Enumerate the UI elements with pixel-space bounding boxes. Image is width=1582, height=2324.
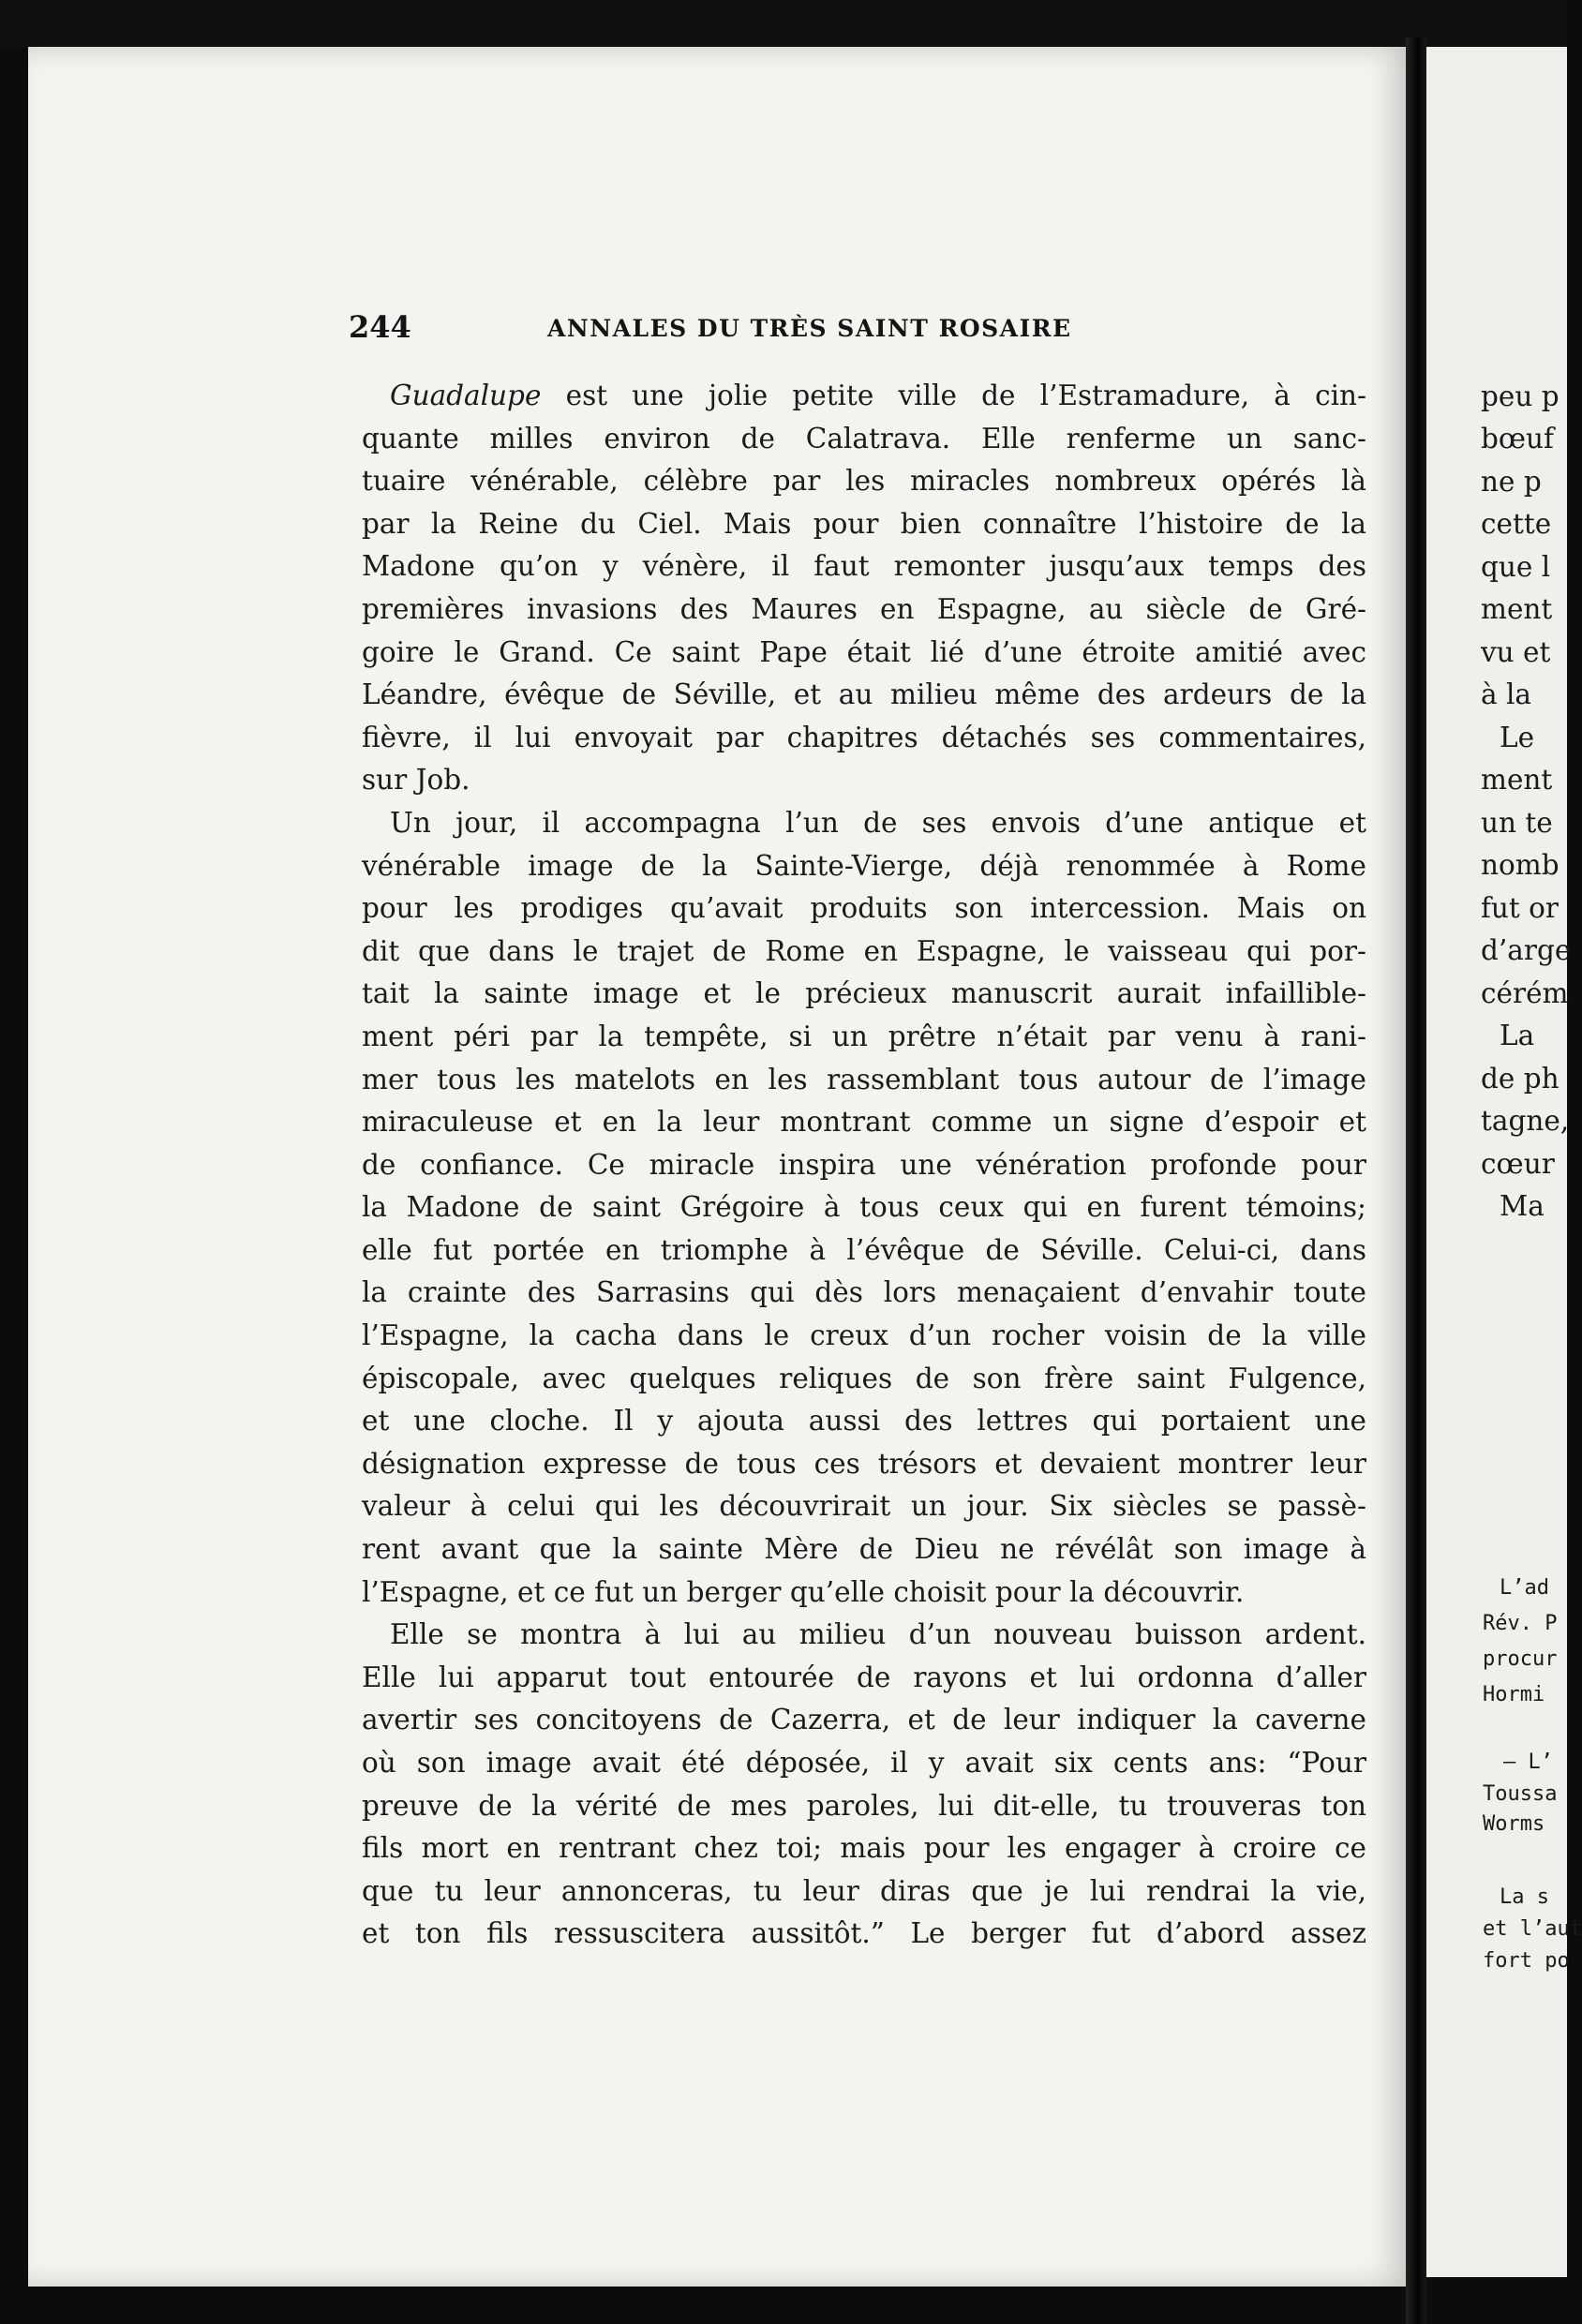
- scan-border: [0, 0, 1567, 47]
- paragraph-1: [362, 375, 1366, 802]
- text-line: Un jour, il accompagna l’un de ses envois d’une antique et: [390, 806, 1366, 839]
- text-line: vénérable image de la Sainte-Vierge, déjà renommée à Rome: [362, 849, 1366, 882]
- facing-line: Ma: [1500, 1190, 1545, 1222]
- text-line: sur Job.: [362, 764, 470, 797]
- facing-note-line: et l’aut: [1483, 1917, 1582, 1941]
- facing-line: ment: [1481, 764, 1553, 796]
- text-line: épiscopale, avec quelques reliques de son frère saint Fulgence,: [362, 1362, 1366, 1394]
- text-line: ment péri par la tempête, si un prêtre n’était par venu à rani-: [362, 1020, 1366, 1052]
- facing-note-line: procur: [1483, 1647, 1558, 1671]
- text-line: Madone qu’on y vénère, il faut remonter jusqu’aux temps des: [362, 550, 1366, 583]
- text-line: miraculeuse et en la leur montrant comme un signe d’espoir et: [362, 1106, 1366, 1139]
- facing-line: cœur: [1481, 1148, 1555, 1180]
- text-line: fièvre, il lui envoyait par chapitres détachés ses commentaires,: [362, 721, 1366, 753]
- facing-line: un te: [1481, 807, 1553, 839]
- text-line: la Madone de saint Grégoire à tous ceux qui en furent témoins;: [362, 1191, 1366, 1224]
- page-number: 244: [349, 309, 411, 345]
- text-line: pour les prodiges qu’avait produits son intercession. Mais on: [362, 892, 1366, 925]
- text-line: l’Espagne, la cacha dans le creux d’un rocher voisin de la ville: [362, 1319, 1366, 1352]
- place-name-guadalupe: Guadalupe: [390, 380, 542, 411]
- text-line: de confiance. Ce miracle inspira une vénération profonde pour: [362, 1148, 1366, 1181]
- text-line: goire le Grand. Ce saint Pape était lié d’une étroite amitié avec: [362, 635, 1366, 668]
- text-line: preuve de la vérité de mes paroles, lui dit-elle, tu trouveras ton: [362, 1789, 1366, 1822]
- facing-note-line: fort po: [1483, 1949, 1570, 1973]
- text-line: Elle lui apparut tout entourée de rayons et lui ordonna d’aller: [362, 1661, 1366, 1693]
- body-text: [362, 375, 1366, 1956]
- text-line: tuaire vénérable, célèbre par les miracles nombreux opérés là: [362, 465, 1366, 498]
- text-line: par la Reine du Ciel. Mais pour bien connaître l’histoire de la: [362, 507, 1366, 540]
- text-line: fils mort en rentrant chez toi; mais pour les engager à croire ce: [362, 1832, 1366, 1865]
- facing-line: ne p: [1481, 466, 1542, 498]
- facing-line: bœuf: [1481, 423, 1554, 454]
- text-line: désignation expresse de tous ces trésors et devaient montrer leur: [362, 1447, 1366, 1480]
- text-line: Guadalupe est une jolie petite ville de l’Estramadure, à cin-: [390, 380, 1366, 411]
- paragraph-3: [362, 1614, 1366, 1956]
- facing-line: La: [1500, 1020, 1535, 1051]
- facing-line: cérém: [1481, 977, 1569, 1009]
- facing-note-line: Rév. P: [1483, 1612, 1558, 1635]
- facing-line: Le: [1500, 722, 1535, 753]
- text-line: Elle se montra à lui au milieu d’un nouveau buisson ardent.: [390, 1618, 1366, 1651]
- text-line: dit que dans le trajet de Rome en Espagne, le vaisseau qui por-: [362, 934, 1366, 967]
- text-line: la crainte des Sarrasins qui dès lors menaçaient d’envahir toute: [362, 1276, 1366, 1309]
- facing-note-line: L’ad: [1500, 1576, 1549, 1600]
- text-line: avertir ses concitoyens de Cazerra, et de leur indiquer la caverne: [362, 1704, 1366, 1736]
- facing-note-line: Hormi: [1483, 1683, 1545, 1706]
- text-line: quante milles environ de Calatrava. Elle renferme un sanc-: [362, 422, 1366, 454]
- facing-line: vu et: [1481, 636, 1551, 668]
- facing-page-fragment: [1426, 47, 1582, 2277]
- facing-note-line: Toussa: [1483, 1782, 1558, 1806]
- facing-line: cette: [1481, 508, 1552, 540]
- facing-line: nomb: [1481, 849, 1560, 881]
- facing-line: fut or: [1481, 892, 1560, 924]
- text-line: où son image avait été déposée, il y avait six cents ans: “Pour: [362, 1747, 1366, 1779]
- text-line: l’Espagne, et ce fut un berger qu’elle choisit pour la découvrir.: [362, 1575, 1245, 1608]
- text-line: elle fut portée en triomphe à l’évêque de Séville. Celui-ci, dans: [362, 1233, 1366, 1266]
- text-line: valeur à celui qui les découvrirait un jour. Six siècles se passè-: [362, 1490, 1366, 1523]
- text-line: mer tous les matelots en les rassemblant tous autour de l’image: [362, 1063, 1366, 1095]
- facing-line: ment: [1481, 593, 1553, 625]
- facing-note-line: — L’: [1503, 1750, 1553, 1774]
- facing-line: de ph: [1481, 1063, 1560, 1095]
- running-head: [349, 309, 1164, 352]
- facing-line: d’arge: [1481, 934, 1572, 966]
- facing-line: peu p: [1481, 380, 1560, 412]
- text-line: et ton fils ressuscitera aussitôt.” Le berger fut d’abord assez: [362, 1917, 1366, 1950]
- facing-note-line: La s: [1500, 1885, 1549, 1909]
- text-line: et une cloche. Il y ajouta aussi des lettres qui portaient une: [362, 1405, 1366, 1438]
- text-line: tait la sainte image et le précieux manuscrit aurait infaillible-: [362, 977, 1366, 1010]
- running-title: ANNALES DU TRÈS SAINT ROSAIRE: [547, 315, 1072, 342]
- facing-note-line: Worms: [1483, 1812, 1545, 1836]
- facing-line: à la: [1481, 678, 1531, 710]
- text-line: que tu leur annonceras, tu leur diras que je lui rendrai la vie,: [362, 1874, 1366, 1907]
- text-line: premières invasions des Maures en Espagne, au siècle de Gré-: [362, 592, 1366, 625]
- facing-line: tagne,: [1481, 1105, 1570, 1137]
- paragraph-2: [362, 802, 1366, 1614]
- text-line: rent avant que la sainte Mère de Dieu ne révélât son image à: [362, 1533, 1366, 1566]
- book-gutter: [1406, 37, 1426, 2324]
- text-line: Léandre, évêque de Séville, et au milieu même des ardeurs de la: [362, 678, 1366, 711]
- facing-line: que l: [1481, 551, 1551, 583]
